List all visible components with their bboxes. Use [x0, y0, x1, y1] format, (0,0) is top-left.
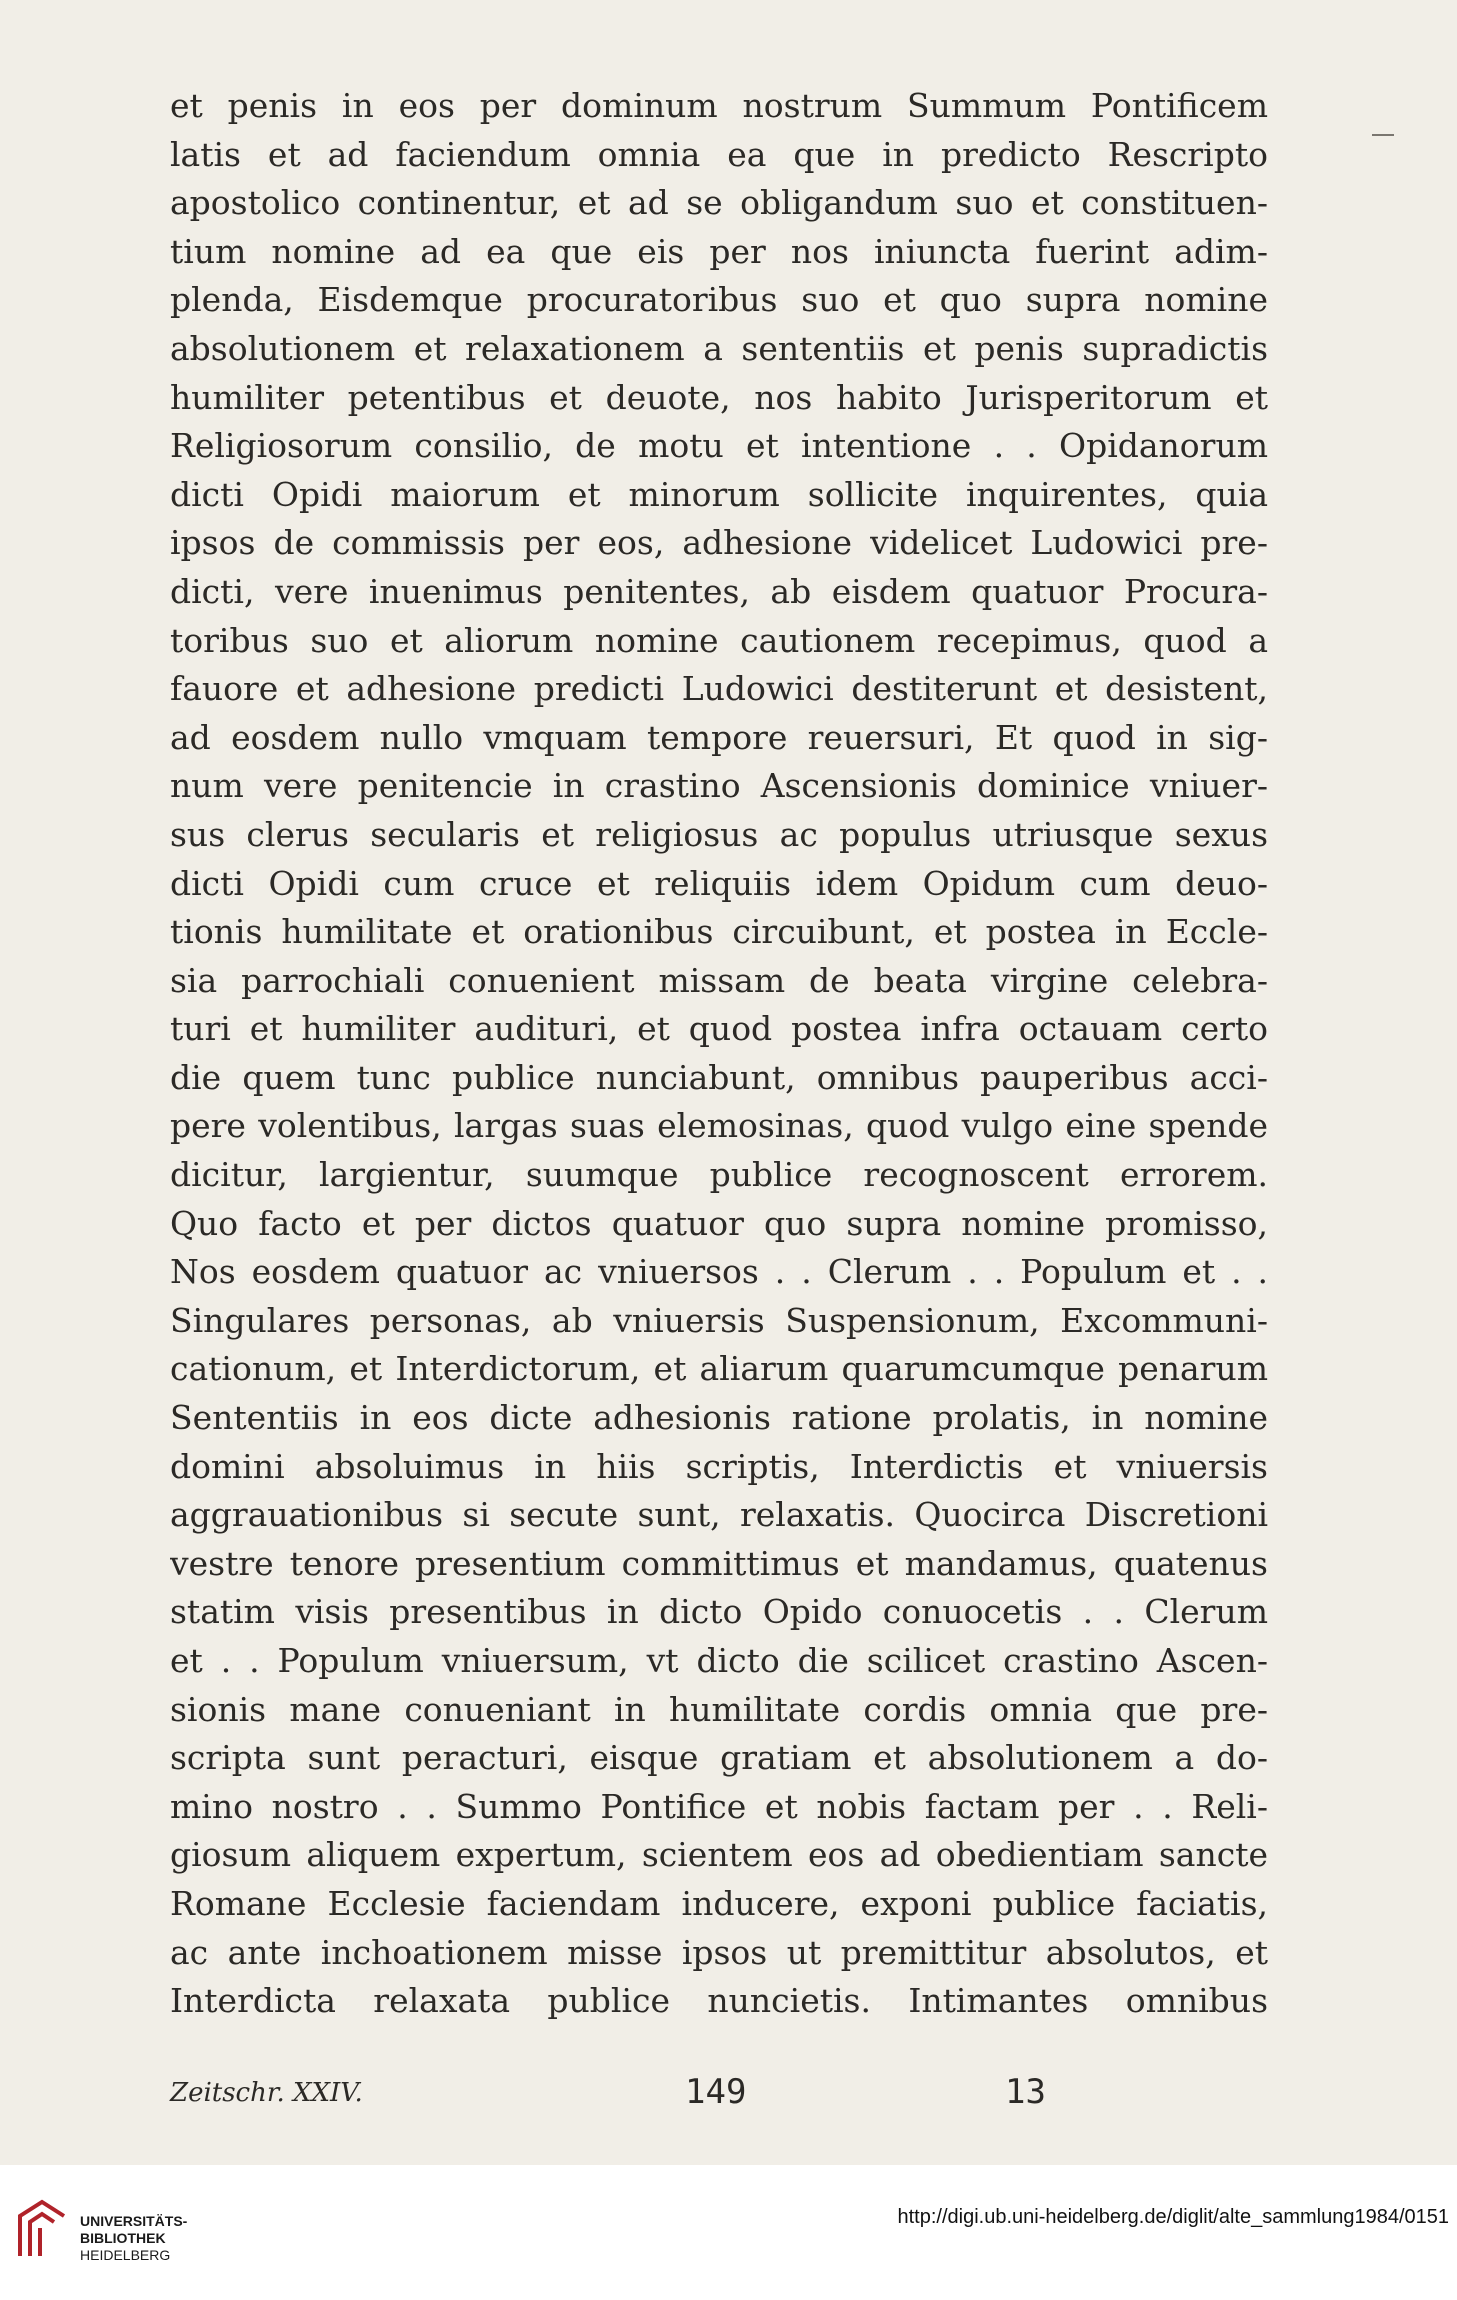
text-line: Religiosorum consilio, de motu et intentione . . Opidanorum [170, 426, 1268, 466]
text-line: num vere penitencie in crastino Ascensionis dominice vniuer- [170, 766, 1268, 806]
text-line: dicitur, largientur, suumque publice recognoscent errorem. [170, 1155, 1268, 1195]
library-line-2: BIBLIOTHEK [80, 2230, 166, 2246]
text-line: pere volentibus, largas suas elemosinas, quod vulgo eine spende [170, 1106, 1268, 1146]
text-line: sionis mane conueniant in humilitate cordis omnia que pre- [170, 1689, 1268, 1729]
text-line: ad eosdem nullo vmquam tempore reuersuri, Et quod in sig- [170, 717, 1268, 757]
page-number: 149 [685, 2072, 747, 2112]
body-text [170, 82, 1268, 2026]
text-line: fauore et adhesione predicti Ludowici destiterunt et desistent, [170, 669, 1268, 709]
text-line: mino nostro . . Summo Pontifice et nobis factam per . . Reli- [170, 1786, 1268, 1826]
text-line: Nos eosdem quatuor ac vniuersos . . Clerum . . Populum et . . [170, 1252, 1268, 1292]
text-line: Romane Ecclesie faciendam inducere, exponi publice faciatis, [170, 1883, 1268, 1923]
text-line: aggrauationibus si secute sunt, relaxatis. Quocirca Discretioni [170, 1495, 1268, 1535]
signature-mark: Zeitschr. XXIV. [170, 2078, 363, 2108]
source-url-link[interactable]: http://digi.ub.uni-heidelberg.de/diglit/alte_sammlung1984/0151 [897, 2206, 1449, 2228]
text-line: dicti Opidi maiorum et minorum sollicite inquirentes, quia [170, 474, 1268, 514]
text-line: plenda, Eisdemque procuratoribus suo et quo supra nomine [170, 280, 1268, 320]
text-line: et . . Populum vniuersum, vt dicto die scilicet crastino Ascen- [170, 1641, 1268, 1680]
text-line: sus clerus secularis et religiosus ac populus utriusque sexus [170, 814, 1268, 854]
text-line: ac ante inchoationem misse ipsos ut premittitur absolutos, et [170, 1932, 1268, 1972]
text-line: statim visis presentibus in dicto Opido conuocetis . . Clerum [170, 1592, 1268, 1632]
text-line: sia parrochiali conuenient missam de beata virgine celebra- [170, 960, 1268, 1000]
text-line: giosum aliquem expertum, scientem eos ad obedientiam sancte [170, 1835, 1268, 1875]
text-line: vestre tenore presentium committimus et mandamus, quatenus [170, 1543, 1268, 1583]
text-line: dicti, vere inuenimus penitentes, ab eisdem quatuor Procura- [170, 571, 1268, 611]
library-line-3: HEIDELBERG [80, 2247, 171, 2263]
text-line: domini absoluimus in hiis scriptis, Interdictis et vniuersis [170, 1446, 1268, 1486]
text-line: Sententiis in eos dicte adhesionis ratione prolatis, in nomine [170, 1398, 1268, 1438]
text-line: apostolico continentur, et ad se obligandum suo et constituen- [170, 183, 1268, 223]
text-line: Quo facto et per dictos quatuor quo supra nomine promisso, [170, 1203, 1268, 1243]
text-line: cationum, et Interdictorum, et aliarum quarumcumque penarum [170, 1349, 1268, 1389]
text-line: et penis in eos per dominum nostrum Summum Pontificem [170, 86, 1268, 125]
university-library-logo-icon [14, 2198, 70, 2258]
page-footer [170, 2070, 1268, 2120]
text-line: humiliter petentibus et deuote, nos habito Jurisperitorum et [170, 377, 1268, 417]
viewer-footer [0, 2165, 1457, 2300]
text-line: toribus suo et aliorum nomine cautionem recepimus, quod a [170, 620, 1268, 660]
text-line: Singulares personas, ab vniuersis Suspensionum, Excommuni- [170, 1300, 1268, 1340]
text-line: ipsos de commissis per eos, adhesione videlicet Ludowici pre- [170, 523, 1268, 563]
text-line: tionis humilitate et orationibus circuibunt, et postea in Eccle- [170, 912, 1268, 952]
text-line: turi et humiliter audituri, et quod postea infra octauam certo [170, 1009, 1268, 1049]
text-line: dicti Opidi cum cruce et reliquiis idem Opidum cum deuo- [170, 863, 1268, 903]
text-line: scripta sunt peracturi, eisque gratiam et absolutionem a do- [170, 1738, 1268, 1778]
text-line: latis et ad faciendum omnia ea que in predicto Rescripto [170, 134, 1268, 174]
library-line-1: UNIVERSITÄTS- [80, 2213, 188, 2229]
text-line: tium nomine ad ea que eis per nos iniuncta fuerint adim- [170, 231, 1268, 271]
sheet-number: 13 [1005, 2072, 1046, 2112]
library-name [80, 2213, 187, 2264]
text-line: absolutionem et relaxationem a sententiis et penis supradictis [170, 328, 1268, 368]
text-line: Interdicta relaxata publice nuncietis. Intimantes omnibus [170, 1981, 1268, 2021]
text-line: die quem tunc publice nunciabunt, omnibus pauperibus acci- [170, 1057, 1268, 1097]
margin-mark [1372, 134, 1394, 136]
